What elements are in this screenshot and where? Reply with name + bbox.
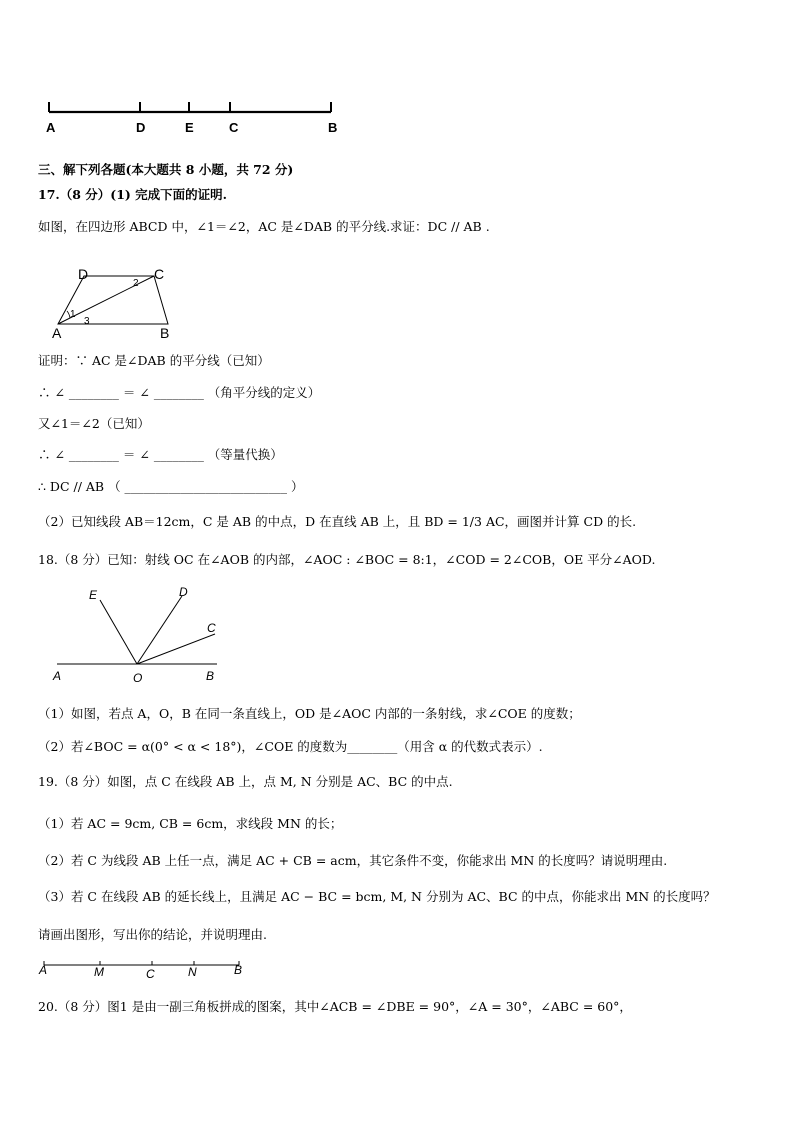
quadrilateral-figure: [48, 262, 188, 344]
q19-part3-cont: 请画出图形，写出你的结论，并说明理由.: [38, 927, 267, 942]
ray-label-b: B: [206, 669, 215, 683]
rays-figure: [45, 582, 235, 687]
seg-label-a: A: [39, 963, 48, 977]
point-label-b: B: [328, 120, 338, 135]
point-label-a: A: [46, 120, 56, 135]
q17-part2: （2）已知线段 AB＝12cm，C 是 AB 的中点，D 在直线 AB 上，且 BD = 1/3 AC，画图并计算 CD 的长.: [38, 514, 637, 529]
segment-figure-top: [40, 100, 350, 140]
ray-label-e: E: [89, 588, 98, 602]
q17-heading: 17.（8 分）(1) 完成下面的证明.: [38, 187, 228, 202]
ray-label-o: O: [133, 671, 143, 685]
proof-line-3: 又∠1＝∠2（已知）: [38, 416, 150, 431]
point-label-c: C: [229, 120, 239, 135]
segment-figure-mn: [36, 956, 251, 986]
angle-label-1: 1: [70, 309, 76, 320]
vertex-label-b: B: [160, 325, 170, 341]
vertex-label-a: A: [52, 325, 62, 341]
seg-label-c: C: [146, 967, 155, 981]
angle-label-2: 2: [133, 278, 139, 289]
q20-heading: 20.（8 分）图1 是由一副三角板拼成的图案，其中∠ACB = ∠DBE = 90°，∠A = 30°，∠ABC = 60°，: [38, 999, 632, 1014]
point-label-d: D: [136, 120, 146, 135]
ray-label-a: A: [53, 669, 62, 683]
seg-label-n: N: [188, 965, 197, 979]
q19-part3: （3）若 C 在线段 AB 的延长线上，且满足 AC − BC = bcm, M, N 分别为 AC、BC 的中点，你能求出 MN 的长度吗？: [38, 889, 716, 904]
section-heading: 三、解下列各题(本大题共 8 小题，共 72 分): [38, 162, 294, 177]
angle-label-3: 3: [84, 316, 90, 327]
proof-line-1: 证明：∵ AC 是∠DAB 的平分线（已知）: [38, 353, 270, 368]
proof-line-4: ∴ ∠ ________ ＝ ∠ ________ （等量代换）: [38, 447, 283, 462]
proof-line-5: ∴ DC // AB （ __________________________ ）: [38, 479, 304, 494]
vertex-label-d: D: [78, 266, 89, 282]
point-label-e: E: [185, 120, 194, 135]
q17-statement: 如图，在四边形 ABCD 中，∠1＝∠2，AC 是∠DAB 的平分线.求证：DC // AB .: [38, 219, 490, 234]
seg-label-b: B: [234, 963, 243, 977]
q19-part1: （1）若 AC = 9cm, CB = 6cm，求线段 MN 的长；: [38, 816, 343, 831]
q19-heading: 19.（8 分）如图，点 C 在线段 AB 上，点 M, N 分别是 AC、BC 的中点.: [38, 774, 453, 789]
vertex-label-c: C: [154, 266, 165, 282]
q18-part2: （2）若∠BOC = α(0° < α < 18°)，∠COE 的度数为________（用含 α 的代数式表示）.: [38, 739, 543, 754]
q19-part2: （2）若 C 为线段 AB 上任一点，满足 AC + CB = acm，其它条件不变，你能求出 MN 的长度吗？请说明理由.: [38, 853, 668, 868]
ray-label-c: C: [207, 621, 216, 635]
q18-heading: 18.（8 分）已知：射线 OC 在∠AOB 的内部，∠AOC : ∠BOC = 8:1，∠COD = 2∠COB，OE 平分∠AOD.: [38, 552, 656, 567]
proof-line-2: ∴ ∠ ________ ＝ ∠ ________ （角平分线的定义）: [38, 385, 321, 400]
q18-part1: （1）如图，若点 A，O，B 在同一条直线上，OD 是∠AOC 内部的一条射线，求∠COE 的度数；: [38, 706, 581, 721]
ray-label-d: D: [179, 585, 188, 599]
seg-label-m: M: [94, 965, 104, 979]
